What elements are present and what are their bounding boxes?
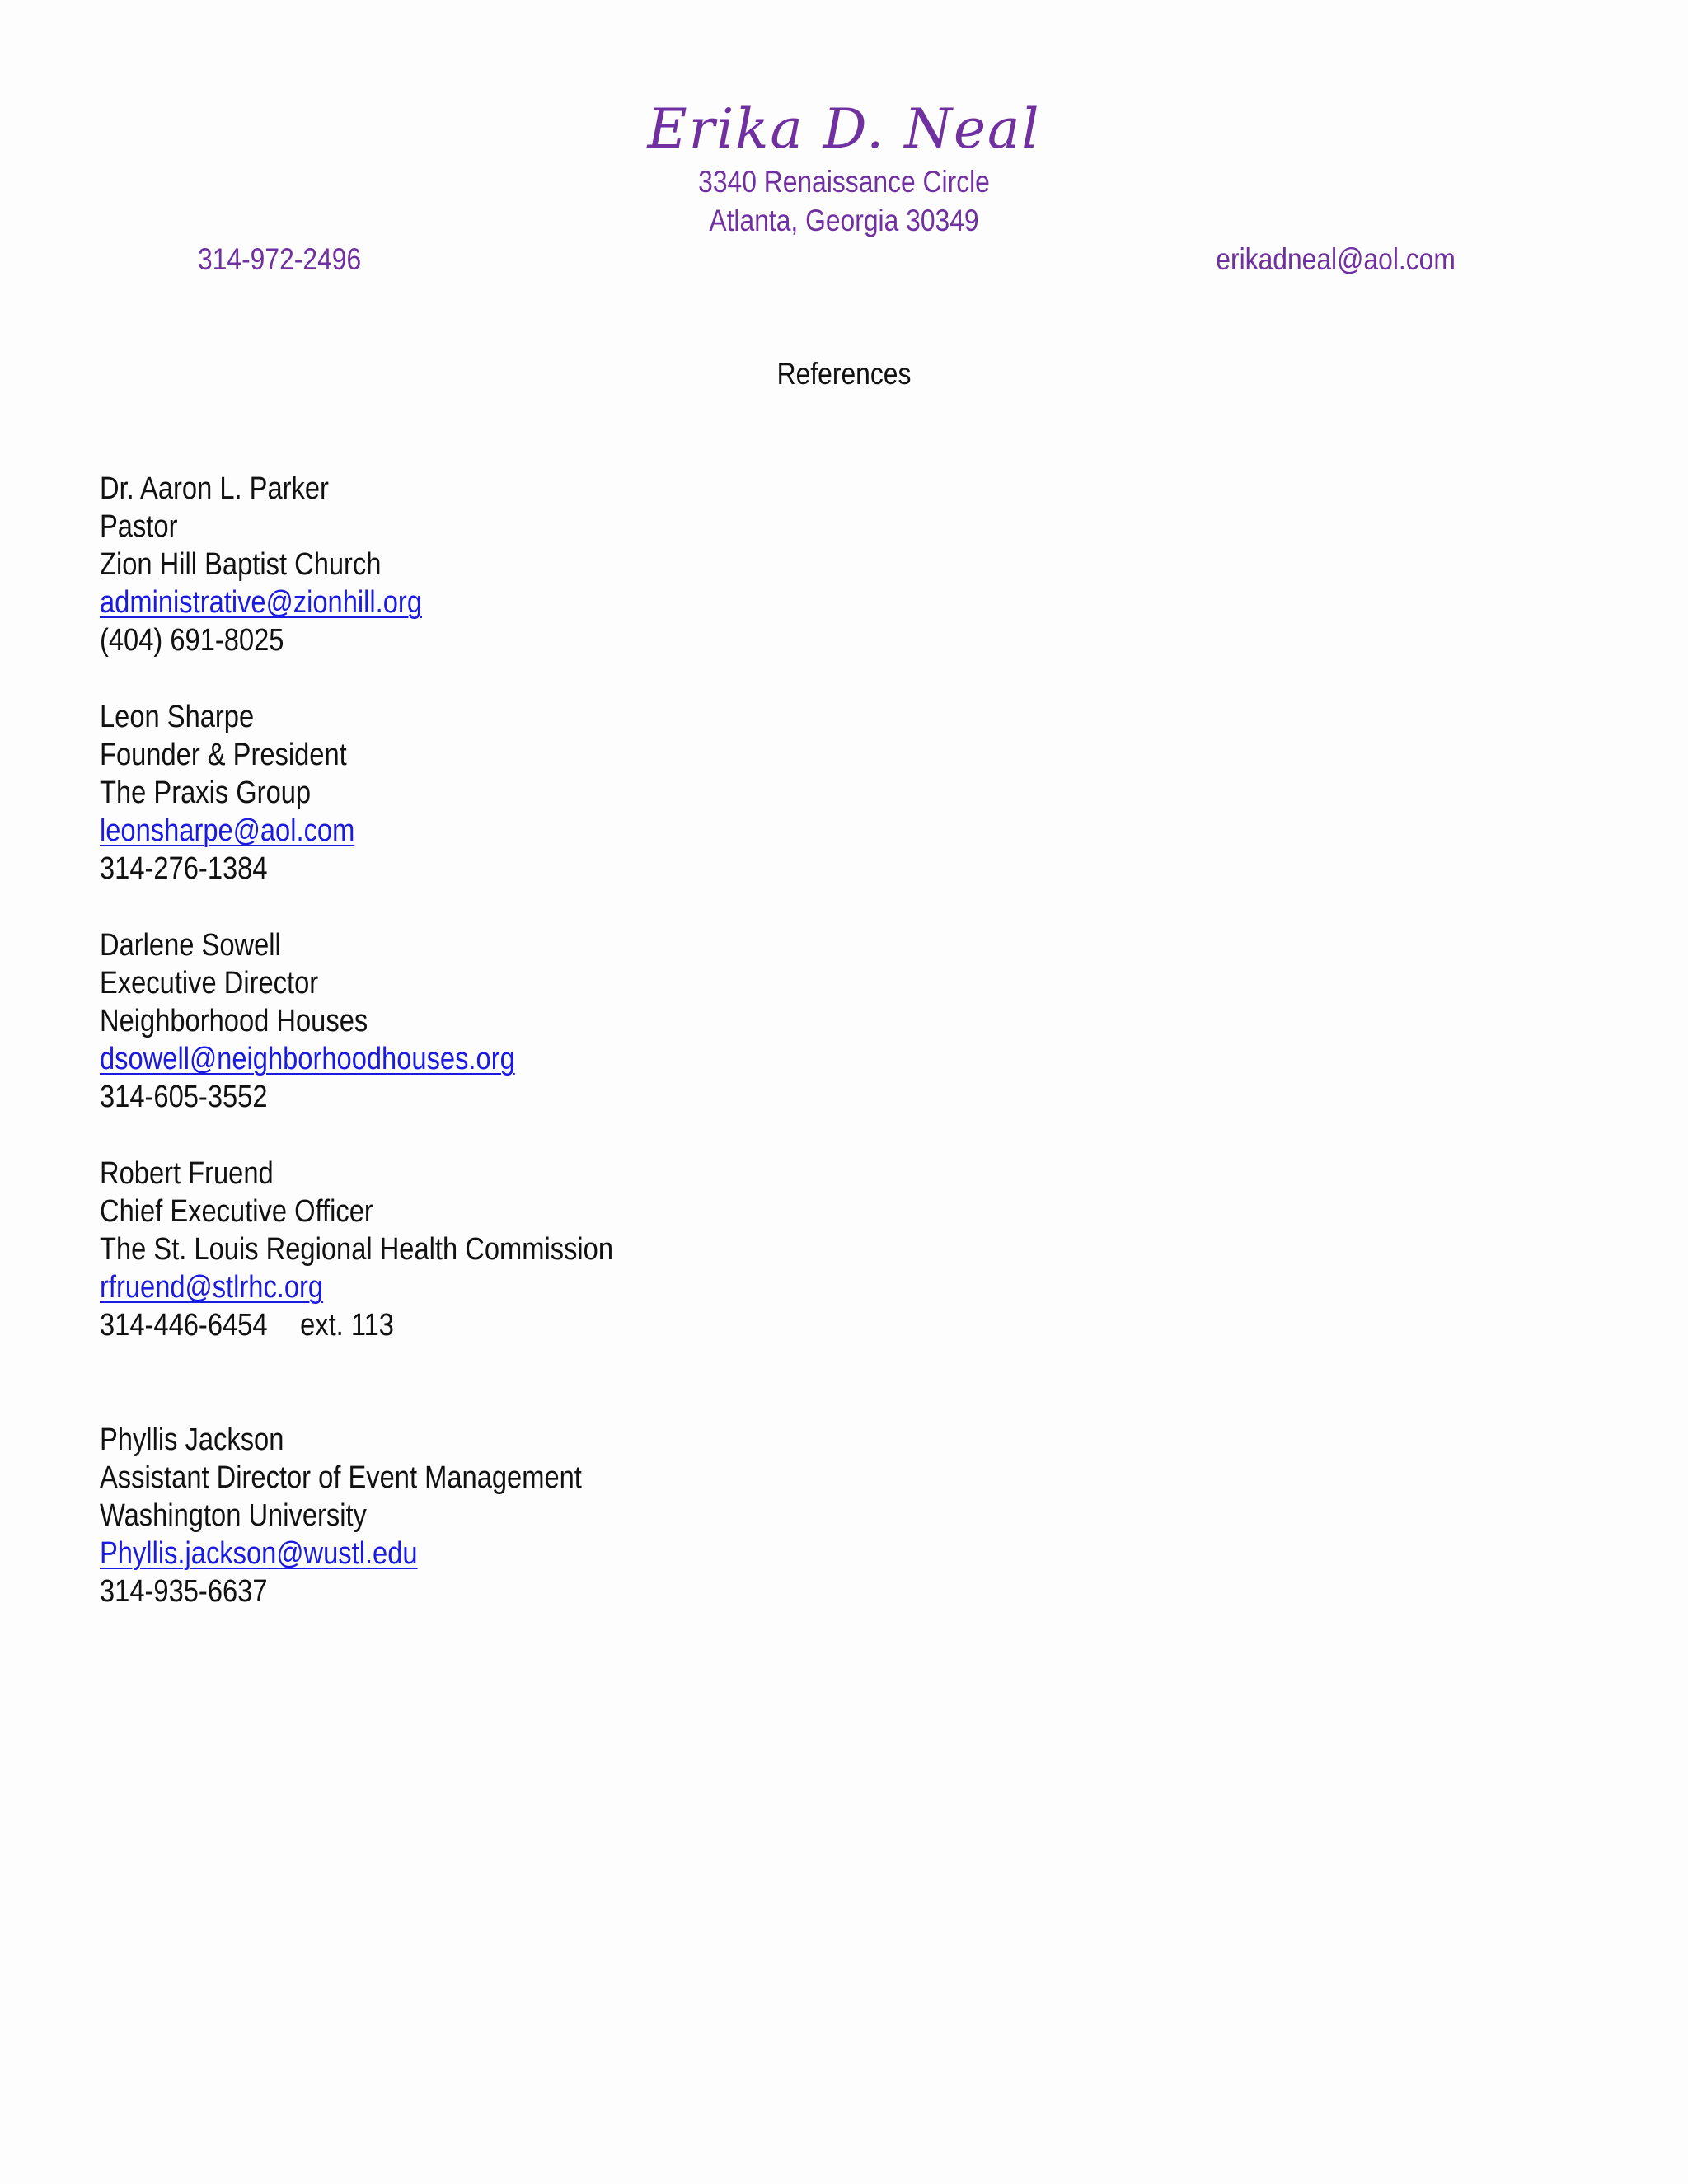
reference-name: Darlene Sowell (100, 928, 281, 963)
address-line-1: 3340 Renaissance Circle (698, 165, 990, 199)
reference-title: Executive Director (100, 966, 319, 1001)
reference-entry (100, 1155, 613, 1344)
reference-organization: Washington University (100, 1498, 367, 1533)
reference-title: Assistant Director of Event Management (100, 1460, 582, 1495)
reference-email-link[interactable]: dsowell@neighborhoodhouses.org (100, 1042, 515, 1076)
reference-entry (100, 1421, 582, 1610)
page-title: References (776, 357, 912, 391)
reference-entry (100, 926, 515, 1116)
reference-organization: Zion Hill Baptist Church (100, 547, 382, 582)
reference-phone: 314-935-6637 (100, 1574, 268, 1609)
author-email: erikadneal@aol.com (1216, 242, 1456, 276)
reference-phone: (404) 691-8025 (100, 623, 284, 658)
reference-organization: The St. Louis Regional Health Commission (100, 1232, 614, 1267)
reference-phone: 314-446-6454 (100, 1308, 268, 1343)
reference-title: Pastor (100, 509, 178, 544)
reference-name: Phyllis Jackson (100, 1422, 284, 1457)
reference-phone-extension: ext. 113 (300, 1308, 394, 1343)
reference-phone: 314-276-1384 (100, 851, 268, 886)
reference-organization: The Praxis Group (100, 776, 312, 810)
reference-entry (100, 470, 422, 659)
reference-title: Founder & President (100, 738, 347, 772)
reference-email-link[interactable]: rfruend@stlrhc.org (100, 1270, 324, 1305)
address-line-2: Atlanta, Georgia 30349 (709, 204, 979, 237)
reference-title: Chief Executive Officer (100, 1194, 373, 1229)
reference-name: Leon Sharpe (100, 700, 255, 734)
reference-organization: Neighborhood Houses (100, 1004, 368, 1038)
reference-email-link[interactable]: administrative@zionhill.org (100, 585, 423, 620)
reference-name: Dr. Aaron L. Parker (100, 471, 329, 506)
author-phone: 314-972-2496 (198, 242, 362, 276)
reference-entry (100, 698, 354, 888)
author-name: Erika D. Neal (647, 97, 1041, 161)
reference-name: Robert Fruend (100, 1156, 274, 1191)
reference-email-link[interactable]: Phyllis.jackson@wustl.edu (100, 1536, 418, 1571)
reference-email-link[interactable]: leonsharpe@aol.com (100, 813, 355, 848)
reference-phone: 314-605-3552 (100, 1080, 268, 1114)
